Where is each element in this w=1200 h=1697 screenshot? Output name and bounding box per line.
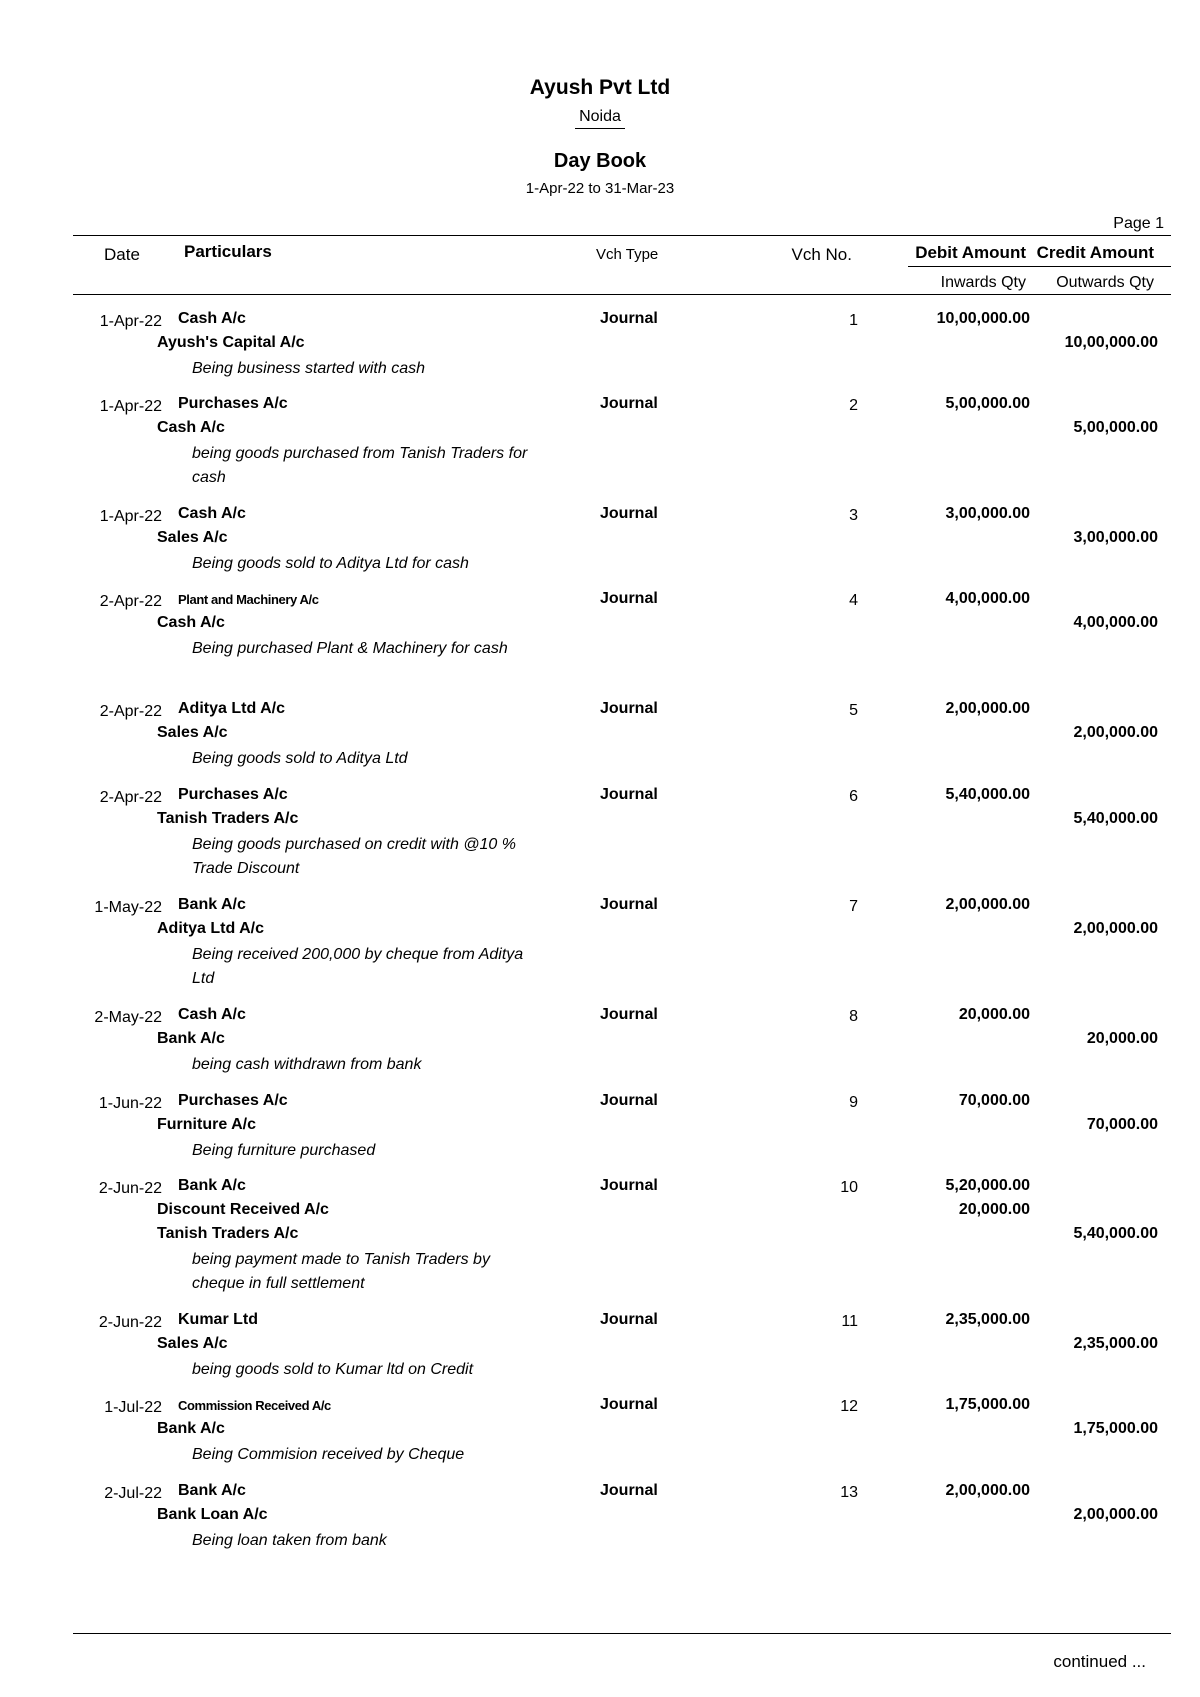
debit-amount: 4,00,000.00 — [945, 590, 1030, 607]
narration: Being Commision received by Cheque — [192, 1446, 465, 1463]
voucher-number: 9 — [849, 1094, 858, 1111]
credit-account: Aditya Ltd A/c — [157, 920, 264, 937]
voucher-type: Journal — [600, 310, 658, 327]
credit-account: Sales A/c — [157, 529, 228, 546]
credit-account: Cash A/c — [157, 614, 225, 631]
col-vch-no: Vch No. — [791, 245, 852, 264]
amount-header-rule — [908, 266, 1171, 267]
narration: Being goods purchased on credit with @10 % Trade Discount — [192, 836, 516, 877]
narration: Being business started with cash — [192, 360, 426, 377]
credit-account: Tanish Traders A/c — [157, 1225, 299, 1242]
debit-amount: 1,75,000.00 — [945, 1396, 1030, 1413]
col-date: Date — [104, 245, 140, 264]
credit-account: Bank A/c — [157, 1420, 225, 1437]
voucher-type: Journal — [600, 505, 658, 522]
debit-amount-2: 20,000.00 — [958, 1201, 1030, 1218]
debit-account-2: Discount Received A/c — [157, 1201, 329, 1218]
debit-amount: 2,00,000.00 — [945, 1482, 1030, 1499]
voucher-type: Journal — [600, 395, 658, 412]
header-bottom-rule — [73, 294, 1171, 295]
credit-amount: 10,00,000.00 — [1064, 334, 1158, 351]
debit-account: Cash A/c — [178, 1006, 246, 1023]
voucher-type: Journal — [600, 700, 658, 717]
voucher-number: 1 — [849, 312, 858, 329]
credit-amount: 5,40,000.00 — [1073, 1225, 1158, 1242]
credit-amount: 5,40,000.00 — [1073, 810, 1158, 827]
credit-amount: 70,000.00 — [1086, 1116, 1158, 1133]
voucher-number: 5 — [849, 702, 858, 719]
entry-date: 1-Jul-22 — [104, 1399, 162, 1416]
credit-account: Cash A/c — [157, 419, 225, 436]
debit-account: Cash A/c — [178, 505, 246, 522]
credit-amount: 2,00,000.00 — [1073, 1506, 1158, 1523]
voucher-number: 12 — [840, 1398, 858, 1415]
debit-account: Bank A/c — [178, 1482, 246, 1499]
credit-amount: 5,00,000.00 — [1073, 419, 1158, 436]
col-particulars: Particulars — [184, 242, 272, 261]
credit-account: Sales A/c — [157, 1335, 228, 1352]
credit-amount: 2,00,000.00 — [1073, 724, 1158, 741]
credit-amount: 1,75,000.00 — [1073, 1420, 1158, 1437]
narration: being goods sold to Kumar ltd on Credit — [192, 1361, 474, 1378]
debit-amount: 2,00,000.00 — [945, 700, 1030, 717]
col-credit-amount: Credit Amount — [1036, 243, 1154, 262]
voucher-number: 11 — [841, 1313, 858, 1330]
debit-account: Purchases A/c — [178, 395, 288, 412]
credit-account: Furniture A/c — [157, 1116, 256, 1133]
debit-account: Bank A/c — [178, 1177, 246, 1194]
entry-date: 1-Apr-22 — [99, 508, 162, 525]
credit-amount: 3,00,000.00 — [1073, 529, 1158, 546]
credit-account: Ayush's Capital A/c — [157, 334, 305, 351]
narration: Being goods sold to Aditya Ltd — [192, 750, 408, 767]
debit-account: Purchases A/c — [178, 786, 288, 803]
entry-date: 2-Apr-22 — [99, 703, 162, 720]
company-name: Ayush Pvt Ltd — [529, 76, 671, 99]
narration: Being loan taken from bank — [192, 1532, 387, 1549]
credit-account: Bank Loan A/c — [157, 1506, 268, 1523]
col-outwards-qty: Outwards Qty — [1056, 274, 1154, 291]
entry-date: 2-Apr-22 — [99, 593, 162, 610]
voucher-number: 7 — [849, 898, 858, 915]
voucher-number: 2 — [849, 397, 858, 414]
narration: Being furniture purchased — [192, 1142, 376, 1159]
debit-amount: 70,000.00 — [958, 1092, 1030, 1109]
voucher-type: Journal — [600, 1482, 658, 1499]
debit-account: Bank A/c — [178, 896, 246, 913]
debit-amount: 5,00,000.00 — [945, 395, 1030, 412]
entry-date: 1-May-22 — [94, 899, 162, 916]
narration: being payment made to Tanish Traders by cheque in full settlement — [192, 1251, 490, 1292]
debit-account: Cash A/c — [178, 310, 246, 327]
voucher-type: Journal — [600, 786, 658, 803]
debit-account: Kumar Ltd — [178, 1311, 258, 1328]
narration: being cash withdrawn from bank — [192, 1056, 422, 1073]
company-city: Noida — [575, 108, 625, 129]
credit-amount: 2,35,000.00 — [1073, 1335, 1158, 1352]
voucher-number: 10 — [840, 1179, 858, 1196]
page-number: Page 1 — [1113, 215, 1164, 232]
continued-label: continued ... — [1053, 1652, 1146, 1671]
voucher-type: Journal — [600, 1396, 658, 1413]
entry-date: 2-Jul-22 — [104, 1485, 162, 1502]
entry-date: 2-Apr-22 — [99, 789, 162, 806]
debit-amount: 5,40,000.00 — [945, 786, 1030, 803]
debit-amount: 5,20,000.00 — [945, 1177, 1030, 1194]
debit-amount: 2,00,000.00 — [945, 896, 1030, 913]
narration: Being goods sold to Aditya Ltd for cash — [192, 555, 469, 572]
col-debit-amount: Debit Amount — [915, 243, 1026, 262]
header-top-rule — [73, 235, 1171, 236]
credit-account: Tanish Traders A/c — [157, 810, 299, 827]
debit-amount: 20,000.00 — [958, 1006, 1030, 1023]
voucher-type: Journal — [600, 590, 658, 607]
debit-account: Aditya Ltd A/c — [178, 700, 285, 717]
debit-account: Commission Received A/c — [178, 1398, 331, 1413]
voucher-number: 8 — [849, 1008, 858, 1025]
voucher-type: Journal — [600, 896, 658, 913]
report-period: 1-Apr-22 to 31-Mar-23 — [525, 180, 675, 197]
entry-date: 1-Apr-22 — [99, 313, 162, 330]
entry-date: 2-Jun-22 — [98, 1314, 162, 1331]
footer-rule — [73, 1633, 1171, 1634]
entry-date: 1-Jun-22 — [98, 1095, 162, 1112]
debit-amount: 10,00,000.00 — [936, 310, 1030, 327]
narration: Being received 200,000 by cheque from Aditya Ltd — [192, 946, 524, 987]
entry-date: 2-May-22 — [94, 1009, 162, 1026]
credit-account: Sales A/c — [157, 724, 228, 741]
debit-account: Plant and Machinery A/c — [178, 592, 319, 607]
voucher-type: Journal — [600, 1177, 658, 1194]
credit-account: Bank A/c — [157, 1030, 225, 1047]
city-wrapper — [0, 108, 1200, 129]
credit-amount: 2,00,000.00 — [1073, 920, 1158, 937]
voucher-number: 4 — [849, 592, 858, 609]
entry-date: 1-Apr-22 — [99, 398, 162, 415]
col-inwards-qty: Inwards Qty — [940, 274, 1026, 291]
credit-amount: 20,000.00 — [1086, 1030, 1158, 1047]
voucher-type: Journal — [600, 1311, 658, 1328]
voucher-type: Journal — [600, 1006, 658, 1023]
credit-amount: 4,00,000.00 — [1073, 614, 1158, 631]
debit-amount: 2,35,000.00 — [945, 1311, 1030, 1328]
narration: Being purchased Plant & Machinery for cash — [192, 640, 508, 657]
narration: being goods purchased from Tanish Traders for cash — [192, 445, 528, 486]
debit-account: Purchases A/c — [178, 1092, 288, 1109]
voucher-number: 13 — [840, 1484, 858, 1501]
debit-amount: 3,00,000.00 — [945, 505, 1030, 522]
voucher-number: 6 — [849, 788, 858, 805]
entry-date: 2-Jun-22 — [98, 1180, 162, 1197]
col-vch-type: Vch Type — [596, 246, 659, 263]
voucher-type: Journal — [600, 1092, 658, 1109]
report-title: Day Book — [553, 150, 647, 172]
voucher-number: 3 — [849, 507, 858, 524]
